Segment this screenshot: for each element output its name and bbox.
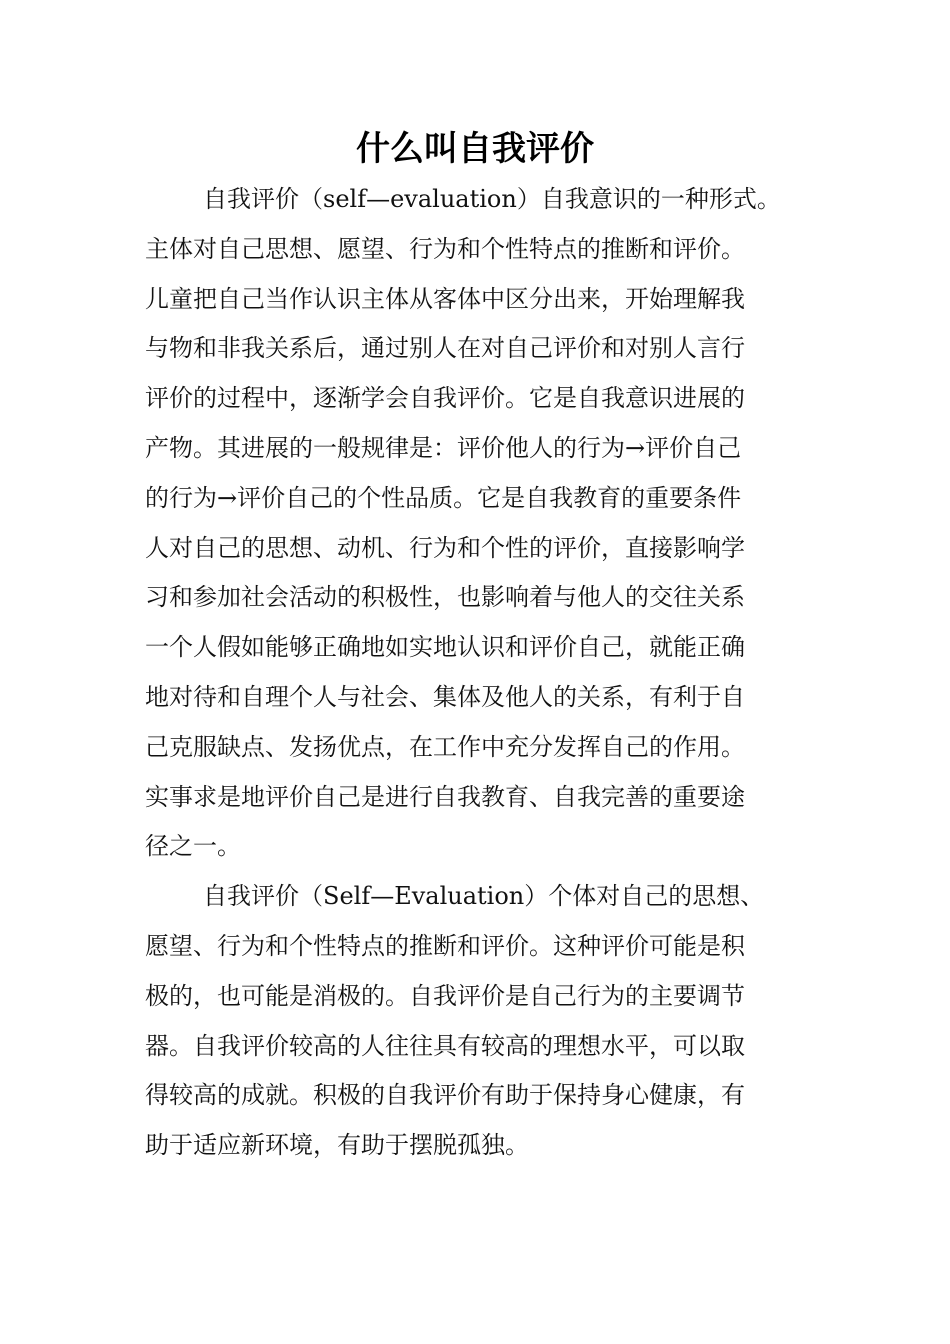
- document-body: [145, 175, 820, 1171]
- paragraph-line: 极的，也可能是消极的。自我评价是自己行为的主要调节: [145, 981, 745, 1010]
- paragraph-line: 与物和非我关系后，通过别人在对自己评价和对别人言行: [145, 334, 745, 363]
- paragraph-line: 产物。其进展的一般规律是：评价他人的行为→评价自己: [145, 433, 742, 462]
- paragraph-line: 自我评价（self—evaluation）自我意识的一种形式。: [203, 185, 781, 213]
- paragraph-line: 地对待和自理个人与社会、集体及他人的关系，有利于自: [145, 682, 745, 711]
- paragraph-line: 习和参加社会活动的积极性，也影响着与他人的交往关系: [145, 583, 745, 612]
- paragraph-line: 愿望、行为和个性特点的推断和评价。这种评价可能是积: [145, 931, 745, 960]
- document-title: 什么叫自我评价: [356, 129, 594, 169]
- paragraph-line: 自我评价（Self—Evaluation）个体对自己的思想、: [203, 882, 765, 911]
- paragraph-line: 助于适应新环境，有助于摆脱孤独。: [145, 1131, 529, 1160]
- paragraph-line: 评价的过程中，逐渐学会自我评价。它是自我意识进展的: [145, 384, 745, 413]
- paragraph-line: 儿童把自己当作认识主体从客体中区分出来，开始理解我: [145, 284, 745, 313]
- paragraph-line: 人对自己的思想、动机、行为和个性的评价，直接影响学: [145, 533, 745, 562]
- paragraph-line: 一个人假如能够正确地如实地认识和评价自己，就能正确: [145, 633, 745, 662]
- paragraph-line: 器。自我评价较高的人往往具有较高的理想水平，可以取: [145, 1031, 745, 1060]
- paragraph-line: 径之一。: [145, 832, 241, 861]
- paragraph-line: 得较高的成就。积极的自我评价有助于保持身心健康，有: [145, 1081, 745, 1110]
- paragraph-line: 己克服缺点、发扬优点，在工作中充分发挥自己的作用。: [145, 732, 745, 761]
- paragraph-1: [145, 175, 820, 872]
- paragraph-line: 主体对自己思想、愿望、行为和个性特点的推断和评价。: [145, 234, 745, 263]
- paragraph-2: [145, 872, 820, 1171]
- paragraph-line: 的行为→评价自己的个性品质。它是自我教育的重要条件: [145, 483, 742, 512]
- paragraph-line: 实事求是地评价自己是进行自我教育、自我完善的重要途: [145, 782, 745, 811]
